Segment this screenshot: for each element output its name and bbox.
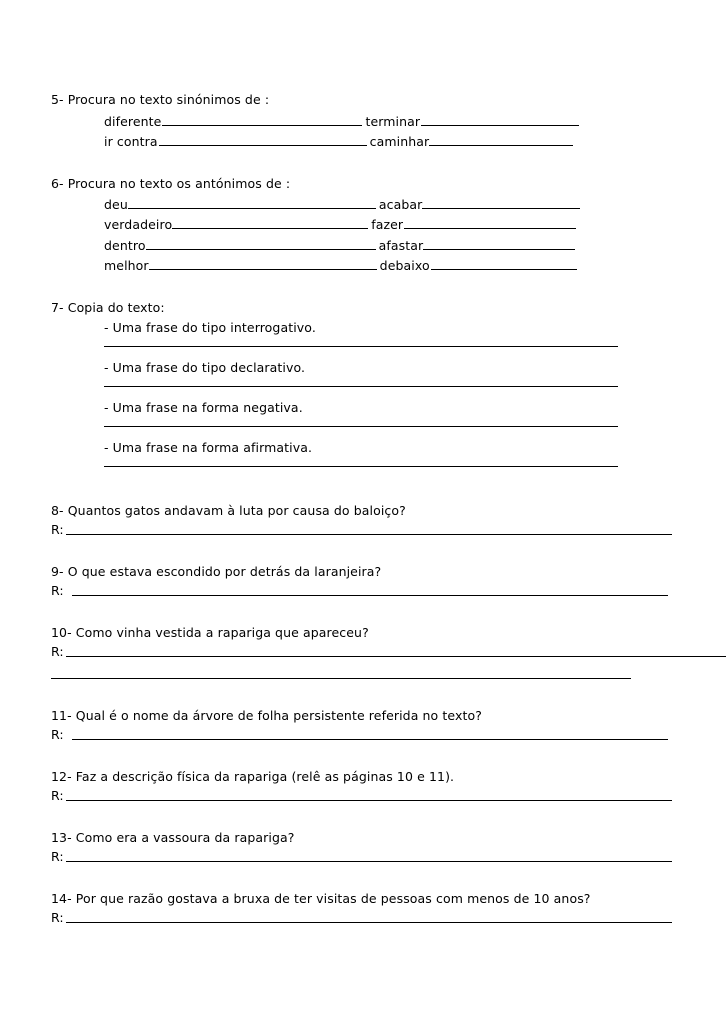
answer-line[interactable] bbox=[66, 534, 672, 535]
question-12: 12- Faz a descrição física da rapariga (relê as páginas 10 e 11). bbox=[51, 769, 455, 784]
q6-word: acabar bbox=[378, 197, 423, 212]
q5-row-2 bbox=[104, 133, 576, 150]
q5-word: terminar bbox=[365, 114, 421, 129]
answer-line[interactable] bbox=[66, 800, 672, 801]
answer-blank[interactable] bbox=[146, 237, 376, 250]
answer-blank[interactable] bbox=[404, 216, 576, 229]
answer-line[interactable] bbox=[72, 595, 668, 596]
answer-blank[interactable] bbox=[431, 257, 577, 270]
question-6-title: 6- Procura no texto os antónimos de : bbox=[51, 176, 291, 191]
answer-blank[interactable] bbox=[429, 133, 573, 146]
answer-line[interactable] bbox=[104, 466, 618, 467]
answer-blank[interactable] bbox=[421, 113, 579, 126]
answer-line[interactable] bbox=[104, 386, 618, 387]
q5-row-1 bbox=[104, 113, 582, 130]
q6-word: debaixo bbox=[379, 258, 430, 273]
answer-prefix: R: bbox=[51, 583, 64, 598]
q7-item-2: - Uma frase do tipo declarativo. bbox=[104, 360, 306, 375]
question-14: 14- Por que razão gostava a bruxa de ter visitas de pessoas com menos de 10 anos? bbox=[51, 891, 591, 906]
answer-blank[interactable] bbox=[162, 113, 362, 126]
question-11: 11- Qual é o nome da árvore de folha persistente referida no texto? bbox=[51, 708, 482, 723]
answer-line[interactable] bbox=[72, 739, 668, 740]
answer-blank[interactable] bbox=[423, 237, 575, 250]
answer-prefix: R: bbox=[51, 788, 64, 803]
q6-row-1 bbox=[104, 196, 583, 213]
question-7-title: 7- Copia do texto: bbox=[51, 300, 165, 315]
answer-prefix: R: bbox=[51, 522, 64, 537]
q6-word: fazer bbox=[371, 217, 404, 232]
q6-word: deu bbox=[104, 197, 128, 212]
answer-line[interactable] bbox=[104, 426, 618, 427]
q6-word: verdadeiro bbox=[104, 217, 173, 232]
q5-word: diferente bbox=[104, 114, 162, 129]
q5-word: caminhar bbox=[369, 134, 430, 149]
q6-row-4 bbox=[104, 257, 580, 274]
answer-line[interactable] bbox=[104, 346, 618, 347]
answer-blank[interactable] bbox=[172, 216, 368, 229]
question-9: 9- O que estava escondido por detrás da laranjeira? bbox=[51, 564, 382, 579]
answer-blank[interactable] bbox=[422, 196, 580, 209]
q5-word: ir contra bbox=[104, 134, 158, 149]
answer-prefix: R: bbox=[51, 727, 64, 742]
answer-blank[interactable] bbox=[149, 257, 377, 270]
question-10: 10- Como vinha vestida a rapariga que apareceu? bbox=[51, 625, 369, 640]
answer-line[interactable] bbox=[51, 678, 631, 679]
answer-blank[interactable] bbox=[128, 196, 376, 209]
q7-item-4: - Uma frase na forma afirmativa. bbox=[104, 440, 313, 455]
q6-row-3 bbox=[104, 237, 578, 254]
question-5-title: 5- Procura no texto sinónimos de : bbox=[51, 92, 270, 107]
q6-word: dentro bbox=[104, 238, 146, 253]
q7-item-1: - Uma frase do tipo interrogativo. bbox=[104, 320, 316, 335]
q6-row-2 bbox=[104, 216, 579, 233]
answer-line[interactable] bbox=[66, 656, 726, 657]
answer-line[interactable] bbox=[66, 922, 672, 923]
answer-blank[interactable] bbox=[159, 133, 367, 146]
q6-word: afastar bbox=[378, 238, 424, 253]
answer-prefix: R: bbox=[51, 910, 64, 925]
answer-prefix: R: bbox=[51, 644, 64, 659]
answer-line[interactable] bbox=[66, 861, 672, 862]
answer-prefix: R: bbox=[51, 849, 64, 864]
q7-item-3: - Uma frase na forma negativa. bbox=[104, 400, 303, 415]
q6-word: melhor bbox=[104, 258, 149, 273]
question-13: 13- Como era a vassoura da rapariga? bbox=[51, 830, 295, 845]
question-8: 8- Quantos gatos andavam à luta por causa do baloiço? bbox=[51, 503, 406, 518]
